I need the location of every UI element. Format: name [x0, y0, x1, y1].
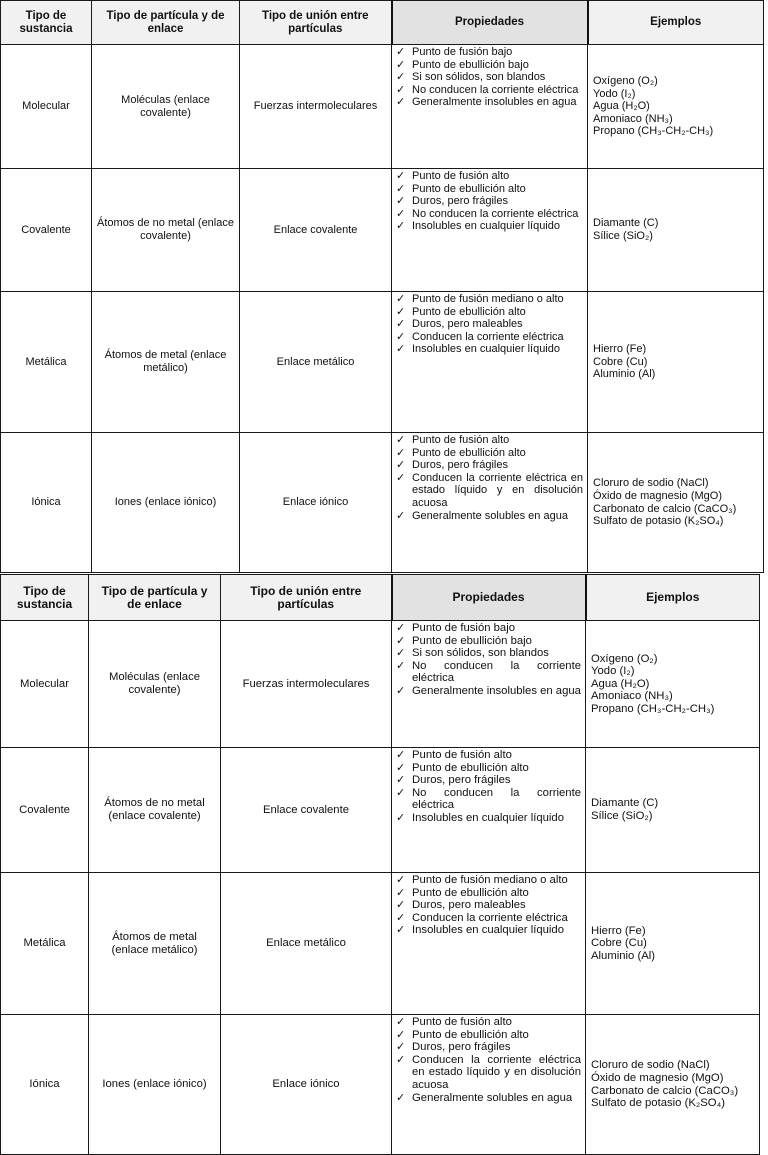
propiedad-text: Generalmente solubles en agua [412, 1091, 573, 1104]
ejemplo-item: Cloruro de sodio (NaCl) [593, 477, 709, 490]
header-ejemplos: Ejemplos [588, 1, 764, 45]
ejemplos-list [593, 343, 759, 381]
cell-propiedades [392, 748, 586, 873]
propiedad-item [395, 1029, 581, 1042]
cell-ejemplos [588, 433, 764, 573]
table-row [1, 621, 760, 748]
propiedad-text: Punto de ebullición bajo [412, 634, 532, 647]
propiedad-item [395, 660, 581, 685]
propiedad-item [395, 510, 583, 523]
table-row [1, 169, 764, 292]
propiedad-text: Insolubles en cualquier líquido [412, 924, 564, 937]
propiedad-item [395, 912, 581, 925]
propiedad-text: Duros, pero frágiles [412, 195, 508, 208]
propiedad-item [395, 71, 583, 84]
propiedad-item [395, 208, 583, 221]
propiedad-item [395, 635, 581, 648]
cell-propiedades [392, 433, 588, 573]
propiedades-list [395, 170, 583, 233]
ejemplo-item: Agua (H₂O) [593, 100, 650, 113]
check-icon: ✓ [396, 305, 406, 318]
propiedad-text: Punto de fusión mediano o alto [412, 293, 564, 305]
ejemplos-list [591, 797, 755, 822]
propiedad-item [395, 96, 583, 109]
check-icon: ✓ [396, 684, 406, 697]
propiedad-item [395, 749, 581, 762]
propiedad-text: Si son sólidos, son blandos [412, 647, 549, 660]
propiedad-text: Punto de ebullición bajo [412, 58, 529, 71]
cell-tipo-particula: Átomos de no metal (enlace covalente) [92, 169, 240, 292]
ejemplo-item: Yodo (I₂) [591, 665, 635, 678]
check-icon: ✓ [396, 774, 406, 787]
ejemplo-item: Aluminio (Al) [591, 949, 656, 962]
propiedad-text: Punto de ebullición alto [412, 182, 526, 195]
header-tipo-particula: Tipo de partícula y de enlace [92, 1, 240, 45]
propiedad-item [395, 924, 581, 937]
propiedad-text: Insolubles en cualquier líquido [412, 811, 564, 824]
cell-tipo-particula: Átomos de no metal (enlace covalente) [89, 748, 221, 873]
substances-table-repeat [0, 574, 760, 1155]
propiedad-item [395, 1041, 581, 1054]
cell-ejemplos [586, 621, 760, 748]
header-tipo-sustancia: Tipo de sustancia [1, 575, 89, 621]
table-row [1, 748, 760, 873]
ejemplo-item: Carbonato de calcio (CaCO₃) [591, 1084, 739, 1097]
propiedad-text: No conducen la corriente eléctrica [412, 786, 581, 812]
table-body [1, 621, 760, 1155]
cell-propiedades [392, 621, 586, 748]
ejemplo-item: Propano (CH₃-CH₂-CH₃) [591, 702, 715, 715]
check-icon: ✓ [396, 509, 406, 522]
ejemplo-item: Sulfato de potasio (K₂SO₄) [593, 515, 724, 528]
propiedad-item [395, 685, 581, 698]
ejemplos-list [591, 653, 755, 716]
propiedad-item [395, 874, 581, 887]
cell-ejemplos [586, 748, 760, 873]
check-icon: ✓ [396, 195, 406, 208]
check-icon: ✓ [396, 622, 406, 634]
propiedades-list [395, 874, 581, 937]
propiedad-text: Generalmente solubles en agua [412, 509, 568, 522]
propiedad-text: Punto de ebullición alto [412, 886, 529, 899]
check-icon: ✓ [396, 924, 406, 937]
cell-tipo-sustancia: Molecular [1, 45, 92, 169]
check-icon: ✓ [396, 761, 406, 774]
cell-tipo-union: Enlace covalente [221, 748, 392, 873]
propiedades-list [395, 622, 581, 698]
substances-table-bottom [0, 574, 760, 1155]
propiedad-text: Punto de fusión alto [412, 170, 510, 182]
propiedad-text: Duros, pero maleables [412, 899, 526, 912]
check-icon: ✓ [396, 343, 406, 356]
propiedad-item [395, 472, 583, 510]
check-icon: ✓ [396, 293, 406, 305]
check-icon: ✓ [396, 330, 406, 343]
propiedad-item [395, 899, 581, 912]
cell-tipo-sustancia: Metálica [1, 873, 89, 1015]
ejemplo-item: Oxígeno (O₂) [593, 75, 658, 88]
cell-tipo-sustancia: Covalente [1, 748, 89, 873]
cell-tipo-union: Enlace iónico [240, 433, 392, 573]
ejemplos-list [591, 1059, 755, 1109]
propiedad-text: No conducen la corriente eléctrica [412, 83, 579, 96]
check-icon: ✓ [396, 1016, 406, 1028]
cell-tipo-union: Enlace metálico [240, 292, 392, 433]
ejemplo-item: Oxígeno (O₂) [591, 652, 658, 665]
propiedad-item [395, 183, 583, 196]
check-icon: ✓ [396, 83, 406, 96]
ejemplo-item: Sílice (SiO₂) [593, 230, 653, 242]
propiedad-item [395, 787, 581, 812]
ejemplo-item: Hierro (Fe) [593, 343, 647, 356]
header-tipo-union: Tipo de unión entre partículas [221, 575, 392, 621]
ejemplo-item: Sulfato de potasio (K₂SO₄) [591, 1097, 725, 1110]
check-icon: ✓ [396, 71, 406, 84]
propiedad-text: Punto de fusión alto [412, 1016, 512, 1028]
propiedades-list [395, 1016, 581, 1104]
cell-tipo-union: Enlace iónico [221, 1015, 392, 1155]
propiedad-text: Punto de fusión alto [412, 749, 512, 761]
propiedad-item [395, 1016, 581, 1029]
cell-propiedades [392, 1015, 586, 1155]
check-icon: ✓ [396, 886, 406, 899]
propiedad-item [395, 293, 583, 306]
propiedad-text: Conducen la corriente eléctrica en estado líquido y en disolución acuosa [412, 471, 583, 509]
table-row [1, 1015, 760, 1155]
cell-tipo-particula: Átomos de metal (enlace metálico) [89, 873, 221, 1015]
propiedades-list [395, 749, 581, 825]
ejemplos-list [593, 75, 759, 138]
check-icon: ✓ [396, 170, 406, 182]
header-tipo-sustancia: Tipo de sustancia [1, 1, 92, 45]
propiedades-list [395, 434, 583, 522]
propiedad-item [395, 434, 583, 447]
check-icon: ✓ [396, 318, 406, 331]
propiedad-item [395, 84, 583, 97]
propiedad-text: Conducen la corriente eléctrica [412, 911, 568, 924]
ejemplo-item: Diamante (C) [593, 217, 659, 230]
propiedades-list [395, 46, 583, 109]
propiedad-item [395, 170, 583, 183]
propiedad-item [395, 812, 581, 825]
propiedad-item [395, 647, 581, 660]
cell-tipo-union: Fuerzas intermoleculares [221, 621, 392, 748]
header-ejemplos: Ejemplos [586, 575, 760, 621]
ejemplos-list [593, 217, 759, 242]
check-icon: ✓ [396, 634, 406, 647]
ejemplo-item: Óxido de magnesio (MgO) [591, 1071, 724, 1084]
propiedad-text: Punto de ebullición alto [412, 761, 529, 774]
propiedad-text: Duros, pero frágiles [412, 1041, 511, 1054]
check-icon: ✓ [396, 1041, 406, 1054]
cell-tipo-sustancia: Iónica [1, 1015, 89, 1155]
check-icon: ✓ [396, 434, 406, 446]
check-icon: ✓ [396, 874, 406, 886]
check-icon: ✓ [396, 207, 406, 220]
propiedad-text: Conducen la corriente eléctrica [412, 330, 564, 343]
propiedad-item [395, 774, 581, 787]
ejemplo-item: Hierro (Fe) [591, 924, 646, 937]
cell-propiedades [392, 873, 586, 1015]
check-icon: ✓ [396, 459, 406, 472]
propiedad-item [395, 1054, 581, 1092]
header-propiedades: Propiedades [392, 575, 586, 621]
check-icon: ✓ [396, 58, 406, 71]
cell-ejemplos [586, 1015, 760, 1155]
propiedad-text: Si son sólidos, son blandos [412, 71, 546, 84]
cell-tipo-particula: Moléculas (enlace covalente) [92, 45, 240, 169]
check-icon: ✓ [396, 811, 406, 824]
propiedad-text: Duros, pero frágiles [412, 774, 511, 787]
propiedad-text: Punto de ebullición alto [412, 305, 526, 318]
check-icon: ✓ [396, 659, 406, 672]
cell-tipo-union: Enlace metálico [221, 873, 392, 1015]
propiedad-item [395, 46, 583, 59]
ejemplo-item: Aluminio (Al) [593, 368, 656, 381]
cell-tipo-sustancia: Metálica [1, 292, 92, 433]
check-icon: ✓ [396, 749, 406, 761]
propiedad-item [395, 195, 583, 208]
check-icon: ✓ [396, 220, 406, 233]
check-icon: ✓ [396, 911, 406, 924]
cell-ejemplos [586, 873, 760, 1015]
check-icon: ✓ [396, 182, 406, 195]
table-row [1, 433, 764, 573]
check-icon: ✓ [396, 46, 406, 58]
header-tipo-union: Tipo de unión entre partículas [240, 1, 392, 45]
propiedad-item [395, 343, 583, 356]
propiedad-text: Duros, pero maleables [412, 318, 523, 331]
substances-table-top [0, 0, 764, 573]
propiedad-item [395, 306, 583, 319]
propiedad-item [395, 459, 583, 472]
cell-tipo-particula: Iones (enlace iónico) [92, 433, 240, 573]
check-icon: ✓ [396, 1091, 406, 1104]
ejemplos-list [593, 477, 759, 527]
check-icon: ✓ [396, 647, 406, 660]
ejemplo-item: Amoniaco (NH₃) [591, 690, 673, 703]
check-icon: ✓ [396, 471, 406, 484]
propiedad-text: No conducen la corriente eléctrica [412, 659, 581, 685]
table-row [1, 45, 764, 169]
table-row [1, 292, 764, 433]
cell-propiedades [392, 45, 588, 169]
header-tipo-particula: Tipo de partícula y de enlace [89, 575, 221, 621]
propiedad-text: Conducen la corriente eléctrica en estado líquido y en disolución acuosa [412, 1053, 581, 1091]
propiedad-text: Generalmente insolubles en agua [412, 684, 581, 697]
table-body [1, 45, 764, 573]
cell-tipo-particula: Iones (enlace iónico) [89, 1015, 221, 1155]
propiedad-item [395, 220, 583, 233]
propiedad-text: Duros, pero frágiles [412, 459, 508, 472]
cell-tipo-sustancia: Molecular [1, 621, 89, 748]
propiedad-item [395, 318, 583, 331]
cell-tipo-particula: Moléculas (enlace covalente) [89, 621, 221, 748]
propiedad-item [395, 331, 583, 344]
propiedad-item [395, 447, 583, 460]
propiedad-text: Punto de ebullición alto [412, 1028, 529, 1041]
check-icon: ✓ [396, 1028, 406, 1041]
ejemplo-item: Carbonato de calcio (CaCO₃) [593, 502, 737, 515]
cell-tipo-sustancia: Covalente [1, 169, 92, 292]
header-row [1, 1, 764, 45]
header-propiedades: Propiedades [392, 1, 588, 45]
ejemplo-item: Óxido de magnesio (MgO) [593, 489, 722, 502]
cell-ejemplos [588, 292, 764, 433]
check-icon: ✓ [396, 96, 406, 109]
check-icon: ✓ [396, 899, 406, 912]
propiedad-text: Punto de fusión bajo [412, 622, 516, 634]
ejemplo-item: Amoniaco (NH₃) [593, 112, 673, 125]
ejemplo-item: Cloruro de sodio (NaCl) [591, 1059, 710, 1072]
check-icon: ✓ [396, 1053, 406, 1066]
cell-ejemplos [588, 169, 764, 292]
propiedad-text: Insolubles en cualquier líquido [412, 220, 560, 233]
ejemplo-item: Cobre (Cu) [593, 355, 648, 368]
ejemplos-list [591, 925, 755, 963]
propiedad-item [395, 887, 581, 900]
check-icon: ✓ [396, 786, 406, 799]
propiedades-list [395, 293, 583, 356]
propiedad-text: No conducen la corriente eléctrica [412, 207, 579, 220]
propiedad-text: Insolubles en cualquier líquido [412, 343, 560, 356]
propiedad-text: Punto de ebullición alto [412, 446, 526, 459]
cell-ejemplos [588, 45, 764, 169]
propiedad-text: Generalmente insolubles en agua [412, 96, 577, 109]
cell-propiedades [392, 169, 588, 292]
cell-tipo-sustancia: Iónica [1, 433, 92, 573]
ejemplo-item: Sílice (SiO₂) [591, 810, 653, 822]
propiedad-item [395, 622, 581, 635]
ejemplo-item: Agua (H₂O) [591, 677, 650, 690]
table-row [1, 873, 760, 1015]
cell-tipo-particula: Átomos de metal (enlace metálico) [92, 292, 240, 433]
propiedad-item [395, 1092, 581, 1105]
ejemplo-item: Diamante (C) [591, 797, 659, 810]
propiedad-item [395, 59, 583, 72]
ejemplo-item: Cobre (Cu) [591, 937, 647, 950]
header-row [1, 575, 760, 621]
cell-tipo-union: Enlace covalente [240, 169, 392, 292]
substances-table [0, 0, 764, 573]
check-icon: ✓ [396, 446, 406, 459]
propiedad-text: Punto de fusión alto [412, 434, 510, 446]
propiedad-text: Punto de fusión bajo [412, 46, 513, 58]
propiedad-text: Punto de fusión mediano o alto [412, 874, 568, 886]
ejemplo-item: Propano (CH₃-CH₂-CH₃) [593, 125, 714, 138]
propiedad-item [395, 762, 581, 775]
ejemplo-item: Yodo (I₂) [593, 87, 636, 100]
cell-propiedades [392, 292, 588, 433]
cell-tipo-union: Fuerzas intermoleculares [240, 45, 392, 169]
